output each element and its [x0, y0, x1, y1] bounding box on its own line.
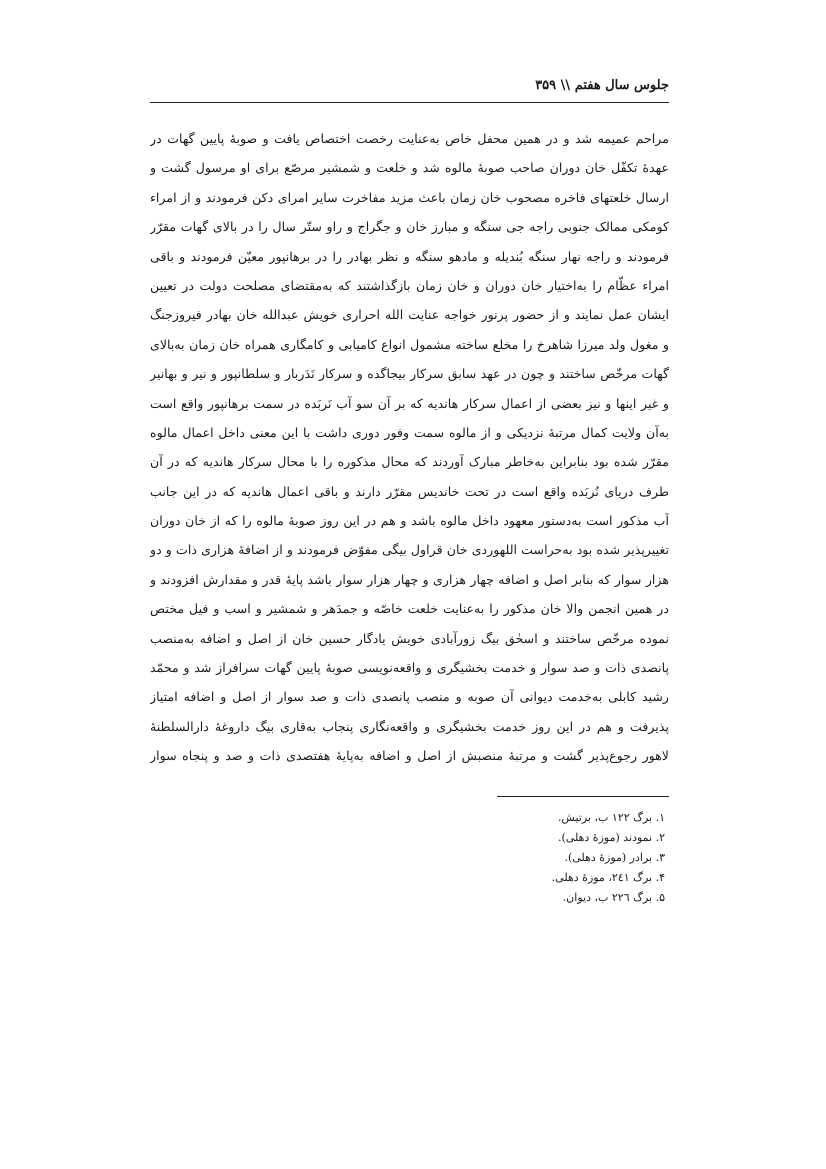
text-line: به‌آن ولایت کمال مرتبهٔ نزدیکی و از مالوه سمت وفور دوری داشت با این معنی داخل اعمال مالوه — [150, 424, 669, 440]
text-line: نموده مرخّص ساختند و اسحٰق بیگ زورآبادی خویش یادگار حسین خان از اصل و اضافه به‌منصب — [150, 630, 669, 646]
footnote-item: ۱. برگ ۱۲۲ ب، برتیش. — [557, 811, 665, 824]
text-line: ایشان عمل نمایند و از حضور پرنور خواجه عنایت الله احراری خویش عبدالله خان بهادر فیروزجنگ — [150, 307, 669, 323]
footnote-item: ۴. برگ ۲٤۱، موزهٔ دهلی. — [551, 871, 665, 884]
text-line: آب مذکور است به‌دستور معهود داخل مالوه باشد و هم در این روز صوبهٔ مالوه را که از خان دوران — [150, 513, 669, 529]
running-header: جلوس سال هفتم \\ ۳۵۹ — [535, 78, 669, 93]
footnote-item: ۵. برگ ۲۲٦ ب، دیوان. — [562, 891, 665, 904]
text-line: کومکی ممالک جنوبی راجه جی سنگه و مبارز خان و جگراج و راو ستّر سال را در بالای گهات مقرّر — [150, 219, 669, 235]
text-line: گهات مرخّص ساختند و چون در عهد سابق سرکار بیجاگده و سرکار نَدَربار و سلطانپور و نیر و بهانیر — [150, 366, 669, 382]
text-line: ارسال خلعتهای فاخره مصحوب خان زمان باعث مزید مفاخرت سایر امرای دکن فرمودند و از امراء — [150, 189, 669, 205]
text-line: هزار سوار که بنابر اصل و اضافه چهار هزاری و چهار هزار سوار باشد پایهٔ قدر و مقدارش افزودند و — [150, 571, 669, 587]
footnote-item: ۲. نمودند (موزهٔ دهلی). — [558, 831, 665, 844]
text-line: مقرّر شده بود بنابراین به‌خاطر مبارک آوردند که محال مذکوره را با محال سرکار هاندیه که در آن — [150, 454, 669, 470]
text-line: لاهور رجوع‌پذیر گشت و مرتبهٔ منصبش از اصل و اضافه به‌پایهٔ هفتصدی ذات و صد و پنجاه سوار — [150, 748, 669, 764]
text-line: عهدهٔ تکفّل خان دوران صاحب صوبهٔ مالوه شد و خلعت و شمشیر مرصّع برای او مرسول گشت و — [150, 160, 669, 176]
text-line: و مغول ولد میرزا شاهرخ را مخلع ساخته مشمول انواع کامیابی و کامگاری همراه خان زمان به‌بالای — [150, 336, 669, 352]
text-line: پذیرفت و هم در این روز خدمت بخشیگری و واقعه‌نگاری پنجاب به‌قاری بیگ داروغهٔ دارالسلطنهٔ — [150, 718, 669, 734]
header-rule — [150, 102, 669, 103]
text-line: امراء عظّام را به‌اختیار خان دوران و خان زمان بازگذاشتند که به‌مقتضای مصلحت دولت در تعیین — [150, 277, 669, 293]
text-line: پانصدی ذات و صد سوار و خدمت بخشیگری و واقعه‌نویسی صوبهٔ پایین گهات سرافراز شد و محمّد — [150, 660, 669, 676]
main-text — [150, 124, 669, 771]
footnote-item: ۳. برادر (موزهٔ دهلی). — [564, 851, 665, 864]
text-line: فرمودند و راجه نهار سنگه بُندیله و مادهو سنگه و نظر بهادر را در برهانپور معیّن فرمودند و باقی — [150, 248, 669, 264]
text-line: مراحم عمیمه شد و در همین محفل خاص به‌عنایت رخصت اختصاص یافت و صوبهٔ پایین گهات در — [150, 131, 669, 146]
text-line: و غیر اینها و نیز بعضی از اعمال سرکار هاندیه که بر آن سو آب نَربَده در سمت برهانپور واقع است — [150, 395, 669, 411]
text-line: تغییرپذیر شده بود به‌حراست اللهوردی خان قراول بیگی مفوّض فرمودند و از اضافهٔ هزاری ذات و دو — [150, 542, 669, 558]
text-line: در همین انجمن والا خان مذکور را به‌عنایت خلعت خاصّه و جمدَهر و شمشیر و اسب و فیل مختص — [150, 601, 669, 617]
footnote-rule — [497, 796, 669, 797]
text-line: رشید کابلی به‌خدمت دیوانی آن صوبه و منصب پانصدی ذات و صد سوار از اصل و اضافه امتیاز — [150, 689, 669, 705]
footnotes — [330, 808, 669, 908]
text-line: طرف دریای نُربَده واقع است در تحت خاندیس مقرّر دارند و باقی اعمال هاندیه که در این جانب — [150, 483, 669, 499]
